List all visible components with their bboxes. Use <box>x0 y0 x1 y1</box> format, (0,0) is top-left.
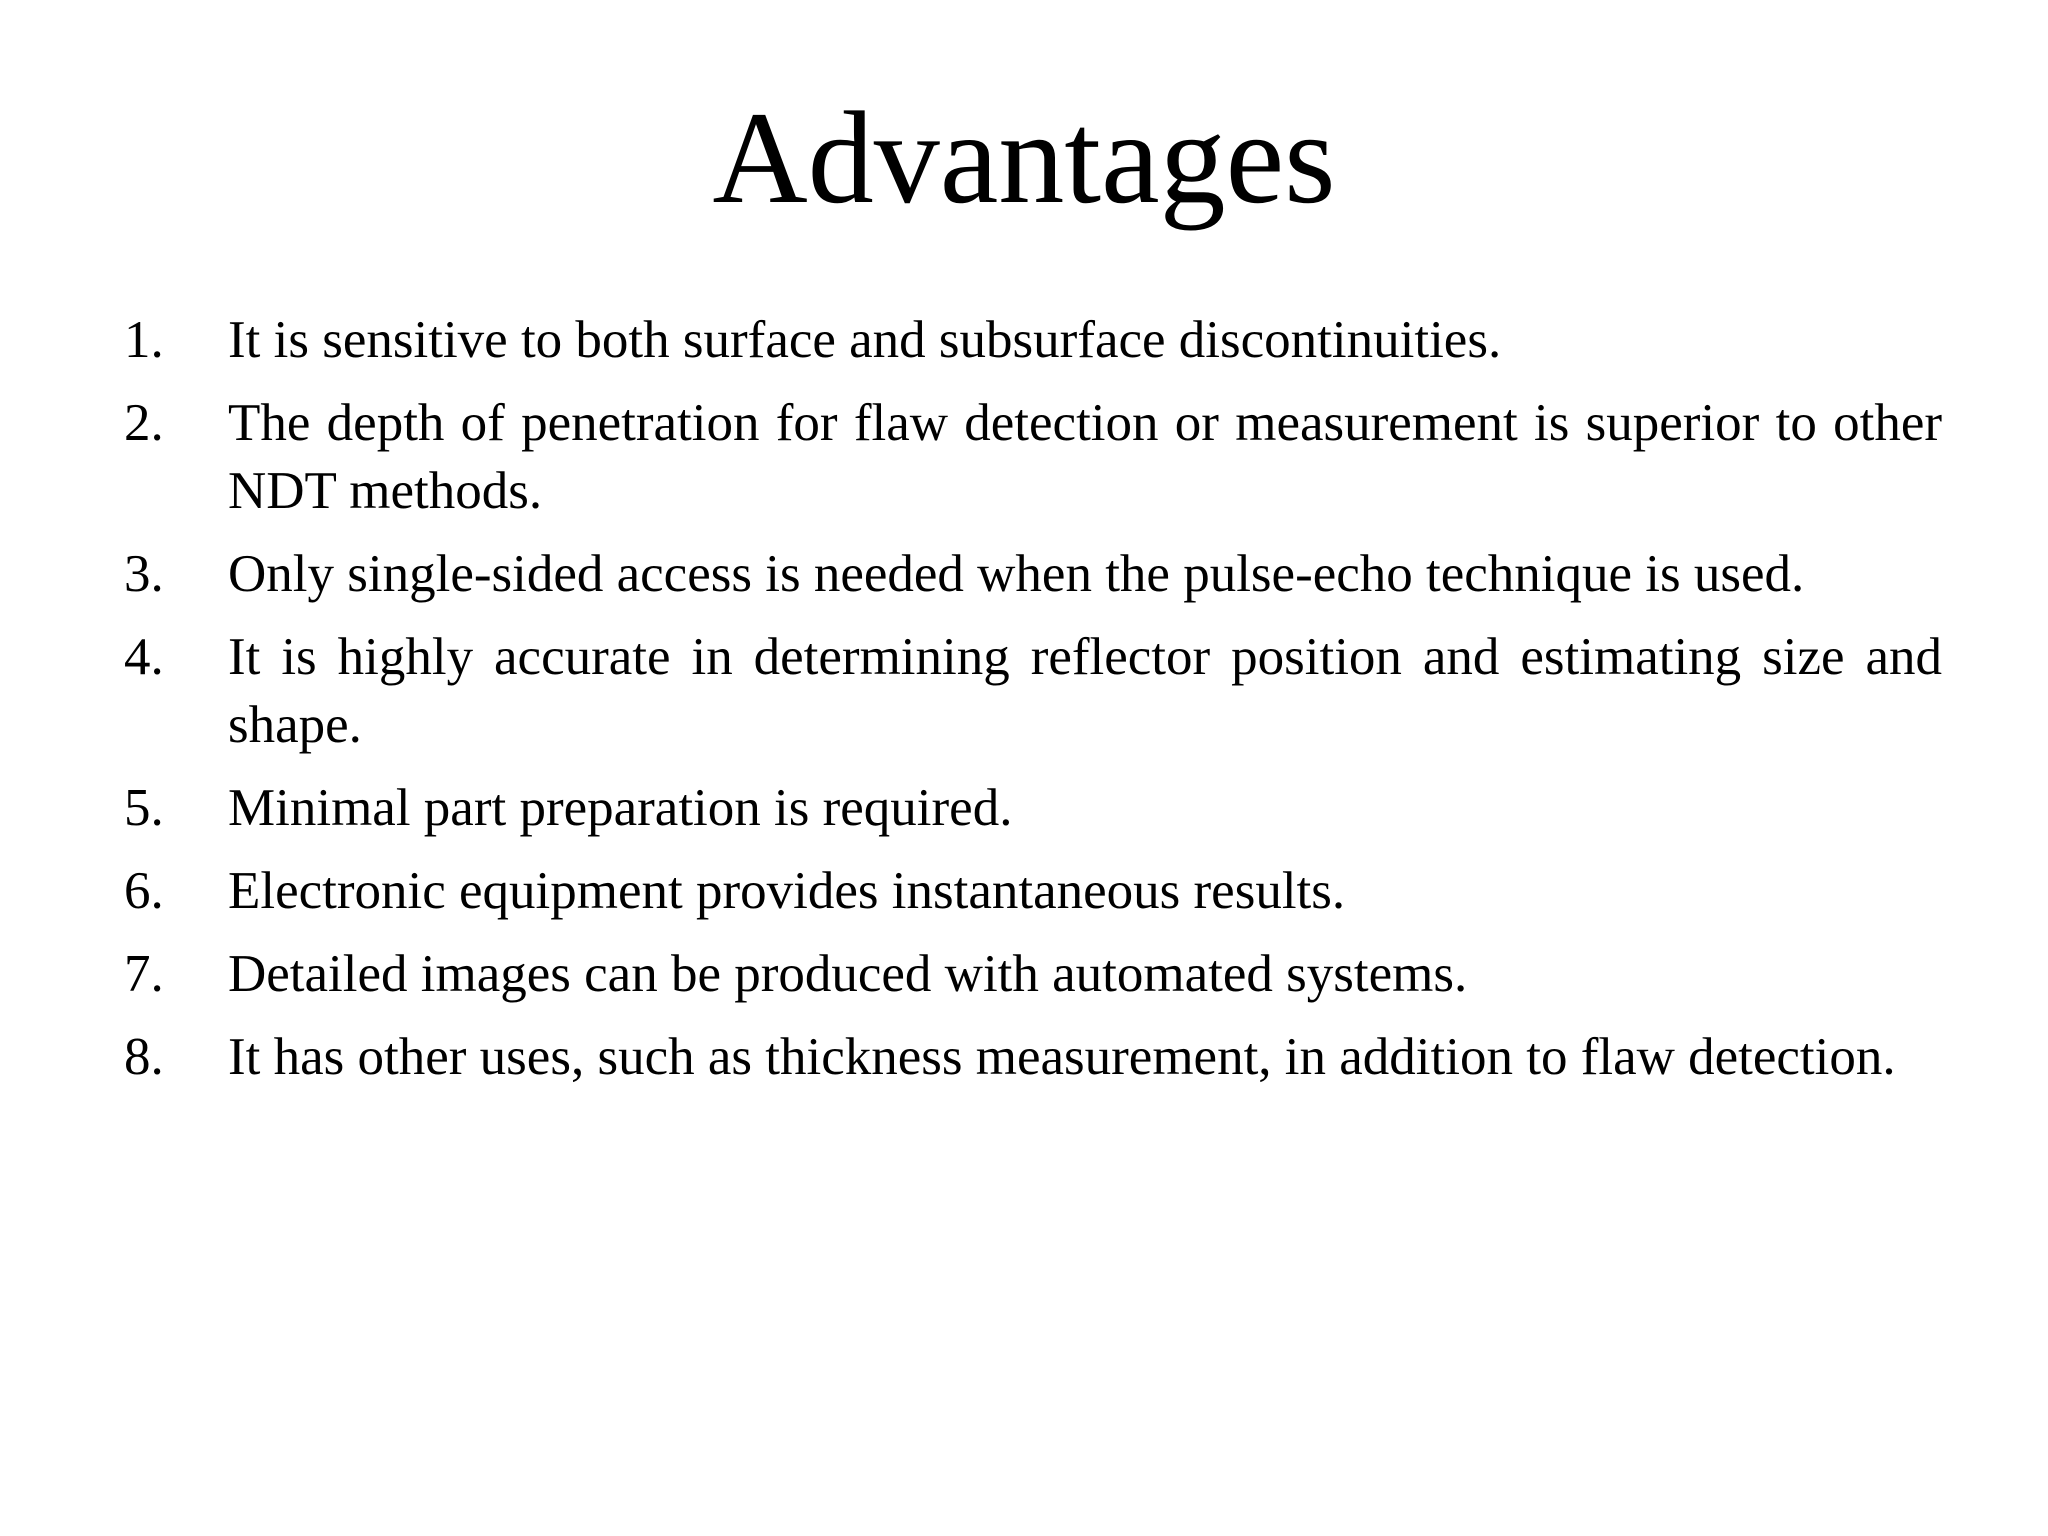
list-item-text: Minimal part preparation is required. <box>228 779 1013 837</box>
list-item-number: 8. <box>124 1028 164 1086</box>
list-item <box>124 389 1942 525</box>
list-item-number: 7. <box>124 945 164 1003</box>
list-item-text: It is highly accurate in determining reflector position and estimating size and shape. <box>228 628 1942 754</box>
list-item-text: The depth of penetration for flaw detection or measurement is superior to other NDT methods. <box>228 394 1942 520</box>
list-item <box>124 623 1942 759</box>
list-item-text: It has other uses, such as thickness measurement, in addition to flaw detection. <box>228 1028 1896 1086</box>
list-item-text: Electronic equipment provides instantaneous results. <box>228 862 1346 920</box>
list-item-number: 6. <box>124 862 164 920</box>
list-item <box>124 306 1942 374</box>
list-item <box>124 857 1942 925</box>
list-item-number: 1. <box>124 311 164 369</box>
advantages-list <box>124 306 1942 1106</box>
list-item <box>124 540 1942 608</box>
list-item <box>124 940 1942 1008</box>
list-item-number: 4. <box>124 628 164 686</box>
list-item-number: 3. <box>124 545 164 603</box>
list-item-text: Only single-sided access is needed when the pulse-echo technique is used. <box>228 545 1805 603</box>
slide-title: Advantages <box>712 84 1336 231</box>
list-item <box>124 774 1942 842</box>
list-item <box>124 1023 1942 1091</box>
list-item-text: Detailed images can be produced with automated systems. <box>228 945 1468 1003</box>
list-item-number: 2. <box>124 394 164 452</box>
list-item-number: 5. <box>124 779 164 837</box>
list-item-text: It is sensitive to both surface and subsurface discontinuities. <box>228 311 1502 369</box>
